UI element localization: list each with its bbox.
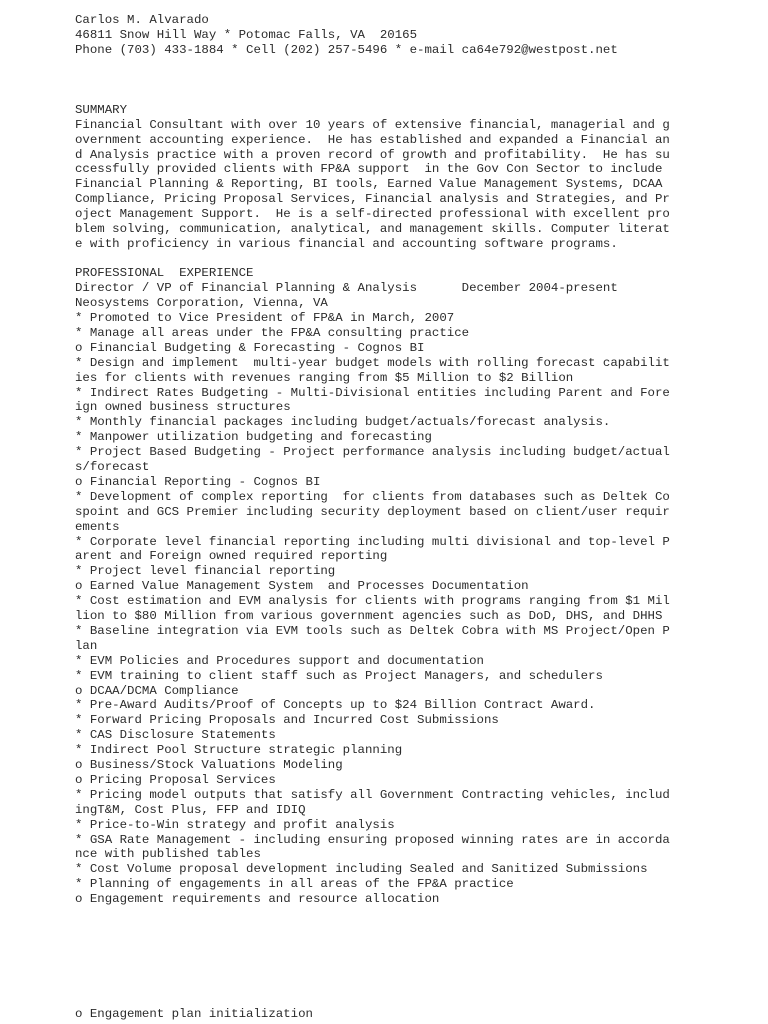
- experience-line: * Pricing model outputs that satisfy all Government Contracting vehicles, includ: [75, 788, 670, 802]
- experience-line: ingT&M, Cost Plus, FFP and IDIQ: [75, 803, 306, 817]
- summary-line: Financial Consultant with over 10 years of extensive financial, managerial and g: [75, 118, 670, 132]
- job-title-line: Director / VP of Financial Planning & Analysis December 2004-present: [75, 281, 618, 295]
- experience-line: ies for clients with revenues ranging from $5 Million to $2 Billion: [75, 371, 574, 385]
- experience-line: ign owned business structures: [75, 400, 291, 414]
- experience-line: nce with published tables: [75, 847, 261, 861]
- experience-line: * Pre-Award Audits/Proof of Concepts up to $24 Billion Contract Award.: [75, 698, 596, 712]
- summary-heading: SUMMARY: [75, 103, 128, 117]
- experience-line: o Pricing Proposal Services: [75, 773, 276, 787]
- candidate-contact: Phone (703) 433-1884 * Cell (202) 257-5496 * e-mail ca64e792@westpost.net: [75, 43, 618, 57]
- experience-line: * Forward Pricing Proposals and Incurred Cost Submissions: [75, 713, 499, 727]
- experience-line: o DCAA/DCMA Compliance: [75, 684, 239, 698]
- experience-line: * Corporate level financial reporting including multi divisional and top-level P: [75, 535, 670, 549]
- experience-line: * Monthly financial packages including budget/actuals/forecast analysis.: [75, 415, 611, 429]
- experience-line: * Indirect Rates Budgeting - Multi-Divisional entities including Parent and Fore: [75, 386, 670, 400]
- experience-line: * Baseline integration via EVM tools such as Deltek Cobra with MS Project/Open P: [75, 624, 670, 638]
- summary-line: oject Management Support. He is a self-directed professional with excellent pro: [75, 207, 670, 221]
- summary-line: blem solving, communication, analytical, and management skills. Computer literat: [75, 222, 670, 236]
- candidate-name: Carlos M. Alvarado: [75, 13, 209, 27]
- experience-line: * Design and implement multi-year budget models with rolling forecast capabilit: [75, 356, 670, 370]
- experience-line: * EVM training to client staff such as Project Managers, and schedulers: [75, 669, 603, 683]
- experience-line: * Project level financial reporting: [75, 564, 336, 578]
- experience-line: * Promoted to Vice President of FP&A in March, 2007: [75, 311, 455, 325]
- experience-heading: PROFESSIONAL EXPERIENCE: [75, 266, 254, 280]
- summary-line: overnment accounting experience. He has established and expanded a Financial an: [75, 133, 670, 147]
- experience-line: * Cost estimation and EVM analysis for clients with programs ranging from $1 Mil: [75, 594, 670, 608]
- experience-line: * Indirect Pool Structure strategic planning: [75, 743, 403, 757]
- experience-line: o Financial Budgeting & Forecasting - Cognos BI: [75, 341, 425, 355]
- experience-line: * GSA Rate Management - including ensuring proposed winning rates are in accorda: [75, 833, 670, 847]
- employer-line: Neosystems Corporation, Vienna, VA: [75, 296, 328, 310]
- experience-line: * Cost Volume proposal development including Sealed and Sanitized Submissions: [75, 862, 648, 876]
- summary-line: e with proficiency in various financial and accounting software programs.: [75, 237, 618, 251]
- experience-line: o Business/Stock Valuations Modeling: [75, 758, 343, 772]
- experience-line: * Manpower utilization budgeting and forecasting: [75, 430, 432, 444]
- engagement-plan-line: o Engagement plan initialization: [75, 1007, 313, 1021]
- experience-line: * CAS Disclosure Statements: [75, 728, 276, 742]
- experience-line: arent and Foreign owned required reporting: [75, 549, 388, 563]
- experience-line: spoint and GCS Premier including security deployment based on client/user requir: [75, 505, 670, 519]
- candidate-address: 46811 Snow Hill Way * Potomac Falls, VA 20165: [75, 28, 418, 42]
- experience-line: o Earned Value Management System and Processes Documentation: [75, 579, 529, 593]
- experience-line: * Planning of engagements in all areas of the FP&A practice: [75, 877, 514, 891]
- experience-line: o Engagement requirements and resource allocation: [75, 892, 440, 906]
- summary-line: Compliance, Pricing Proposal Services, Financial analysis and Strategies, and Pr: [75, 192, 670, 206]
- summary-line: Financial Planning & Reporting, BI tools, Earned Value Management Systems, DCAA: [75, 177, 663, 191]
- experience-line: * Price-to-Win strategy and profit analysis: [75, 818, 395, 832]
- experience-line: lion to $80 Million from various government agencies such as DoD, DHS, and DHHS: [75, 609, 663, 623]
- experience-line: * Manage all areas under the FP&A consulting practice: [75, 326, 470, 340]
- summary-line: d Analysis practice with a proven record of growth and profitability. He has su: [75, 148, 670, 162]
- experience-line: * EVM Policies and Procedures support and documentation: [75, 654, 484, 668]
- experience-line: * Project Based Budgeting - Project performance analysis including budget/actual: [75, 445, 670, 459]
- experience-line: s/forecast: [75, 460, 150, 474]
- experience-line: * Development of complex reporting for clients from databases such as Deltek Co: [75, 490, 670, 504]
- experience-line: ements: [75, 520, 120, 534]
- experience-line: lan: [75, 639, 98, 653]
- experience-line: o Financial Reporting - Cognos BI: [75, 475, 321, 489]
- summary-line: ccessfully provided clients with FP&A support in the Gov Con Sector to include: [75, 162, 663, 176]
